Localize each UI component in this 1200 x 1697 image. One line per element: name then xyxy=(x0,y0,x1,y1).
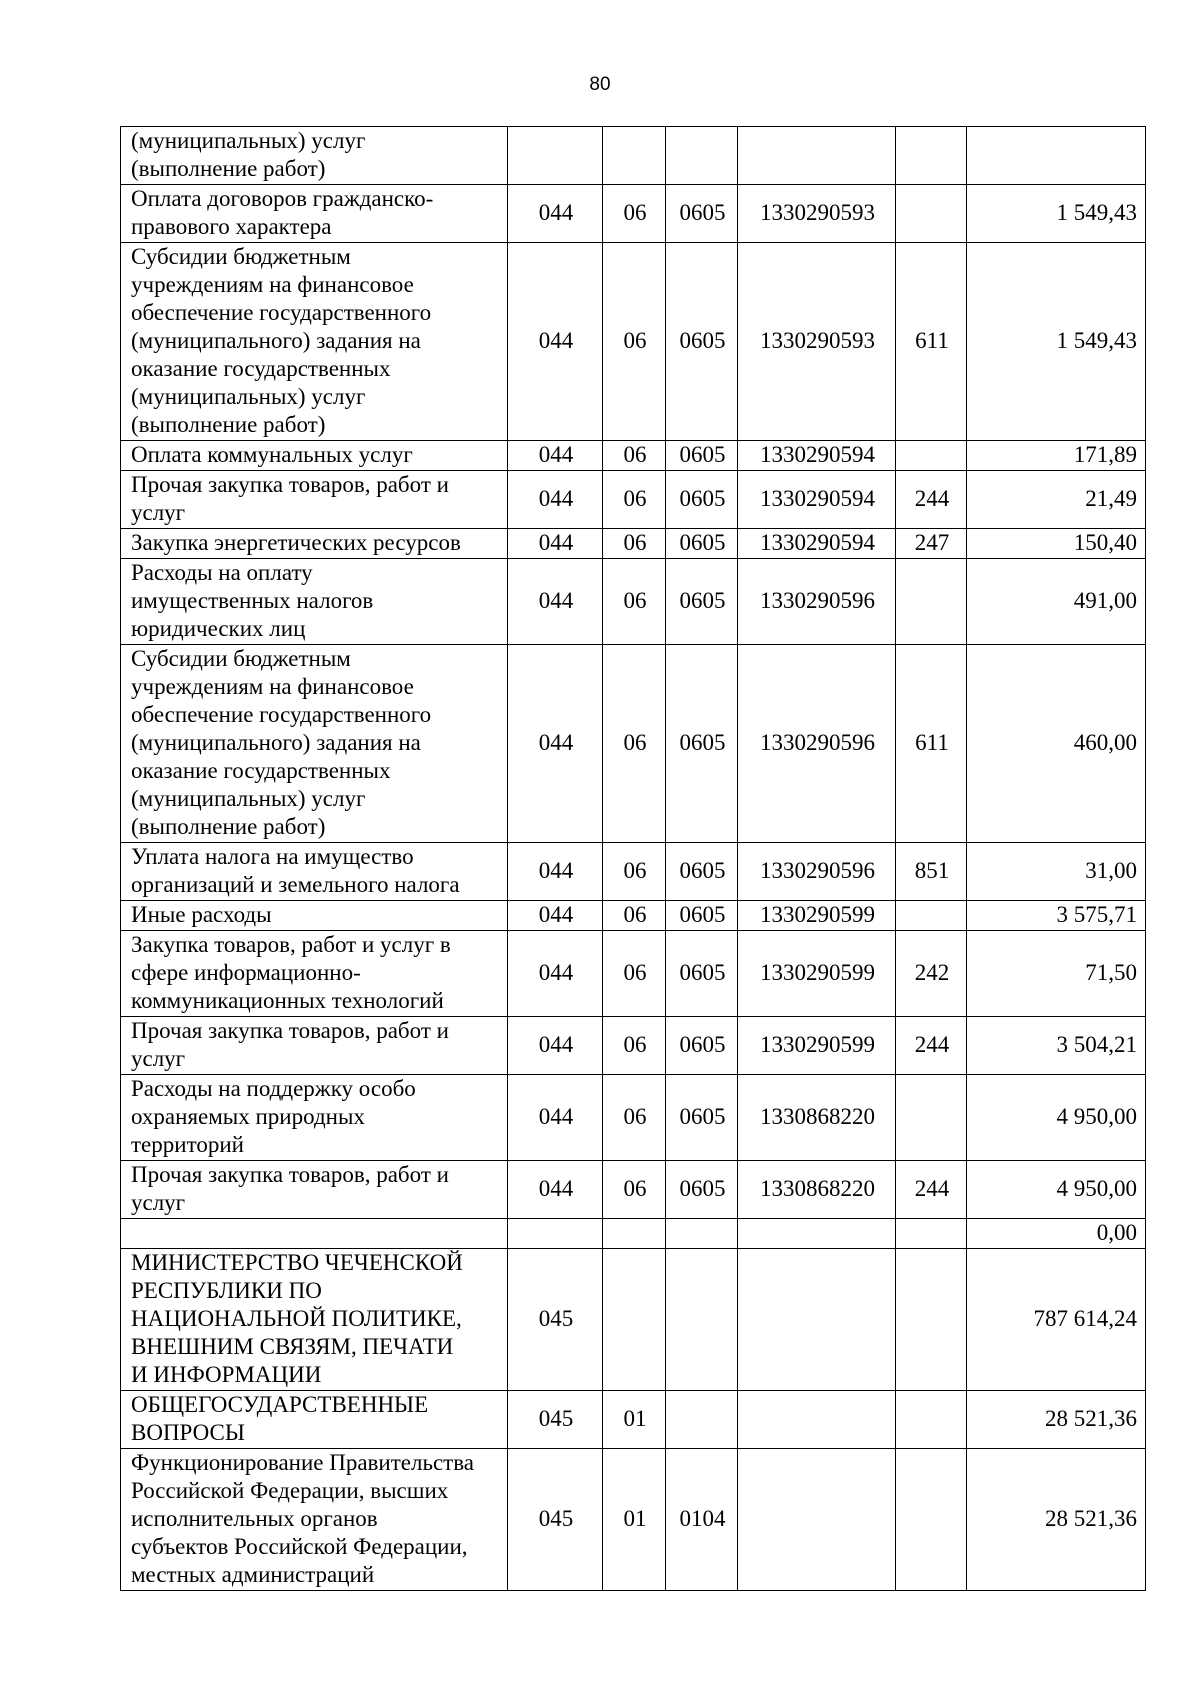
row-name: Прочая закупка товаров, работ и услуг xyxy=(121,471,508,529)
row-target-article: 1330290596 xyxy=(738,559,896,645)
row-name: Иные расходы xyxy=(121,901,508,931)
row-amount: 0,00 xyxy=(967,1219,1146,1249)
row-grbs-code: 044 xyxy=(508,471,603,529)
row-section-code: 06 xyxy=(603,559,666,645)
table-row xyxy=(121,1449,1146,1591)
row-subsection-code: 0605 xyxy=(666,471,738,529)
table-row xyxy=(121,529,1146,559)
row-target-article: 1330868220 xyxy=(738,1161,896,1219)
row-amount: 1 549,43 xyxy=(967,243,1146,441)
row-grbs-code: 044 xyxy=(508,645,603,843)
row-expense-type xyxy=(896,901,967,931)
table-row xyxy=(121,1161,1146,1219)
row-section-code: 06 xyxy=(603,471,666,529)
row-expense-type xyxy=(896,127,967,185)
row-name: Оплата договоров гражданско- правового характера xyxy=(121,185,508,243)
row-section-code: 01 xyxy=(603,1449,666,1591)
row-grbs-code: 044 xyxy=(508,243,603,441)
row-target-article xyxy=(738,1219,896,1249)
row-target-article xyxy=(738,127,896,185)
row-section-code: 06 xyxy=(603,1075,666,1161)
row-expense-type: 611 xyxy=(896,645,967,843)
row-expense-type xyxy=(896,1449,967,1591)
row-target-article: 1330290594 xyxy=(738,471,896,529)
row-name: Субсидии бюджетным учреждениям на финансовое обеспечение государственного (муниципального) задания на оказание государственных (муниципальных) услуг (выполнение работ) xyxy=(121,645,508,843)
row-name: ОБЩЕГОСУДАРСТВЕННЫЕ ВОПРОСЫ xyxy=(121,1391,508,1449)
row-grbs-code xyxy=(508,127,603,185)
row-grbs-code: 044 xyxy=(508,1161,603,1219)
page-number: 80 xyxy=(589,74,611,95)
table-row xyxy=(121,441,1146,471)
row-subsection-code: 0605 xyxy=(666,843,738,901)
table-row xyxy=(121,645,1146,843)
row-amount: 3 504,21 xyxy=(967,1017,1146,1075)
table-row xyxy=(121,243,1146,441)
table-row xyxy=(121,559,1146,645)
row-subsection-code: 0605 xyxy=(666,185,738,243)
row-subsection-code: 0605 xyxy=(666,645,738,843)
row-amount: 4 950,00 xyxy=(967,1161,1146,1219)
row-expense-type xyxy=(896,441,967,471)
row-amount: 460,00 xyxy=(967,645,1146,843)
row-name: МИНИСТЕРСТВО ЧЕЧЕНСКОЙ РЕСПУБЛИКИ ПО НАЦИОНАЛЬНОЙ ПОЛИТИКЕ, ВНЕШНИМ СВЯЗЯМ, ПЕЧАТИ И ИНФОРМАЦИИ xyxy=(121,1249,508,1391)
row-target-article: 1330868220 xyxy=(738,1075,896,1161)
row-amount: 28 521,36 xyxy=(967,1449,1146,1591)
row-subsection-code: 0104 xyxy=(666,1449,738,1591)
row-grbs-code: 045 xyxy=(508,1249,603,1391)
row-amount: 28 521,36 xyxy=(967,1391,1146,1449)
row-subsection-code: 0605 xyxy=(666,529,738,559)
row-section-code: 06 xyxy=(603,441,666,471)
table-row xyxy=(121,1391,1146,1449)
row-target-article: 1330290599 xyxy=(738,901,896,931)
table-row xyxy=(121,1249,1146,1391)
row-section-code: 06 xyxy=(603,243,666,441)
row-amount: 150,40 xyxy=(967,529,1146,559)
row-target-article: 1330290596 xyxy=(738,645,896,843)
row-section-code xyxy=(603,127,666,185)
row-amount: 3 575,71 xyxy=(967,901,1146,931)
row-amount: 1 549,43 xyxy=(967,185,1146,243)
row-section-code: 06 xyxy=(603,931,666,1017)
row-subsection-code: 0605 xyxy=(666,901,738,931)
row-name: Субсидии бюджетным учреждениям на финансовое обеспечение государственного (муниципального) задания на оказание государственных (муниципальных) услуг (выполнение работ) xyxy=(121,243,508,441)
row-name: Прочая закупка товаров, работ и услуг xyxy=(121,1161,508,1219)
row-target-article: 1330290599 xyxy=(738,1017,896,1075)
row-section-code: 06 xyxy=(603,645,666,843)
row-amount: 4 950,00 xyxy=(967,1075,1146,1161)
row-expense-type: 242 xyxy=(896,931,967,1017)
table-row xyxy=(121,185,1146,243)
row-subsection-code: 0605 xyxy=(666,243,738,441)
row-expense-type xyxy=(896,1219,967,1249)
row-grbs-code: 044 xyxy=(508,1017,603,1075)
row-section-code xyxy=(603,1219,666,1249)
row-subsection-code: 0605 xyxy=(666,1017,738,1075)
row-section-code: 01 xyxy=(603,1391,666,1449)
row-name: Функционирование Правительства Российской Федерации, высших исполнительных органов субъектов Российской Федерации, местных администраций xyxy=(121,1449,508,1591)
table-row xyxy=(121,471,1146,529)
table-row xyxy=(121,1075,1146,1161)
row-amount: 31,00 xyxy=(967,843,1146,901)
row-section-code: 06 xyxy=(603,901,666,931)
row-amount: 21,49 xyxy=(967,471,1146,529)
row-subsection-code: 0605 xyxy=(666,559,738,645)
row-target-article: 1330290594 xyxy=(738,441,896,471)
row-grbs-code: 044 xyxy=(508,1075,603,1161)
row-expense-type xyxy=(896,185,967,243)
table-row xyxy=(121,127,1146,185)
row-target-article: 1330290593 xyxy=(738,243,896,441)
row-expense-type: 247 xyxy=(896,529,967,559)
row-subsection-code: 0605 xyxy=(666,931,738,1017)
row-subsection-code: 0605 xyxy=(666,1161,738,1219)
row-section-code: 06 xyxy=(603,185,666,243)
row-expense-type: 244 xyxy=(896,1161,967,1219)
row-subsection-code: 0605 xyxy=(666,441,738,471)
row-expense-type xyxy=(896,559,967,645)
row-target-article xyxy=(738,1449,896,1591)
row-subsection-code: 0605 xyxy=(666,1075,738,1161)
row-expense-type xyxy=(896,1249,967,1391)
row-target-article: 1330290593 xyxy=(738,185,896,243)
row-amount xyxy=(967,127,1146,185)
row-name: Расходы на оплату имущественных налогов юридических лиц xyxy=(121,559,508,645)
row-section-code xyxy=(603,1249,666,1391)
row-name: Уплата налога на имущество организаций и земельного налога xyxy=(121,843,508,901)
row-target-article: 1330290599 xyxy=(738,931,896,1017)
budget-table xyxy=(120,126,1146,1591)
row-grbs-code: 044 xyxy=(508,441,603,471)
row-grbs-code: 045 xyxy=(508,1449,603,1591)
row-name: Прочая закупка товаров, работ и услуг xyxy=(121,1017,508,1075)
row-subsection-code xyxy=(666,1219,738,1249)
row-section-code: 06 xyxy=(603,1017,666,1075)
row-amount: 491,00 xyxy=(967,559,1146,645)
row-grbs-code: 044 xyxy=(508,931,603,1017)
row-name: (муниципальных) услуг (выполнение работ) xyxy=(121,127,508,185)
row-target-article: 1330290596 xyxy=(738,843,896,901)
row-grbs-code: 044 xyxy=(508,185,603,243)
table-row xyxy=(121,843,1146,901)
row-name: Закупка энергетических ресурсов xyxy=(121,529,508,559)
row-name xyxy=(121,1219,508,1249)
row-grbs-code: 044 xyxy=(508,559,603,645)
row-target-article xyxy=(738,1391,896,1449)
row-grbs-code: 045 xyxy=(508,1391,603,1449)
table-row xyxy=(121,931,1146,1017)
row-amount: 787 614,24 xyxy=(967,1249,1146,1391)
row-expense-type: 244 xyxy=(896,471,967,529)
row-subsection-code xyxy=(666,1391,738,1449)
row-name: Оплата коммунальных услуг xyxy=(121,441,508,471)
row-subsection-code xyxy=(666,127,738,185)
row-amount: 171,89 xyxy=(967,441,1146,471)
row-grbs-code: 044 xyxy=(508,843,603,901)
table-row xyxy=(121,1017,1146,1075)
row-target-article xyxy=(738,1249,896,1391)
row-subsection-code xyxy=(666,1249,738,1391)
row-section-code: 06 xyxy=(603,1161,666,1219)
table-row xyxy=(121,1219,1146,1249)
row-grbs-code xyxy=(508,1219,603,1249)
row-name: Расходы на поддержку особо охраняемых природных территорий xyxy=(121,1075,508,1161)
row-expense-type: 611 xyxy=(896,243,967,441)
row-expense-type: 851 xyxy=(896,843,967,901)
row-section-code: 06 xyxy=(603,529,666,559)
row-grbs-code: 044 xyxy=(508,901,603,931)
budget-table-body xyxy=(121,127,1146,1591)
row-section-code: 06 xyxy=(603,843,666,901)
row-expense-type xyxy=(896,1075,967,1161)
row-target-article: 1330290594 xyxy=(738,529,896,559)
table-row xyxy=(121,901,1146,931)
row-name: Закупка товаров, работ и услуг в сфере информационно- коммуникационных технологий xyxy=(121,931,508,1017)
row-amount: 71,50 xyxy=(967,931,1146,1017)
row-grbs-code: 044 xyxy=(508,529,603,559)
row-expense-type: 244 xyxy=(896,1017,967,1075)
row-expense-type xyxy=(896,1391,967,1449)
